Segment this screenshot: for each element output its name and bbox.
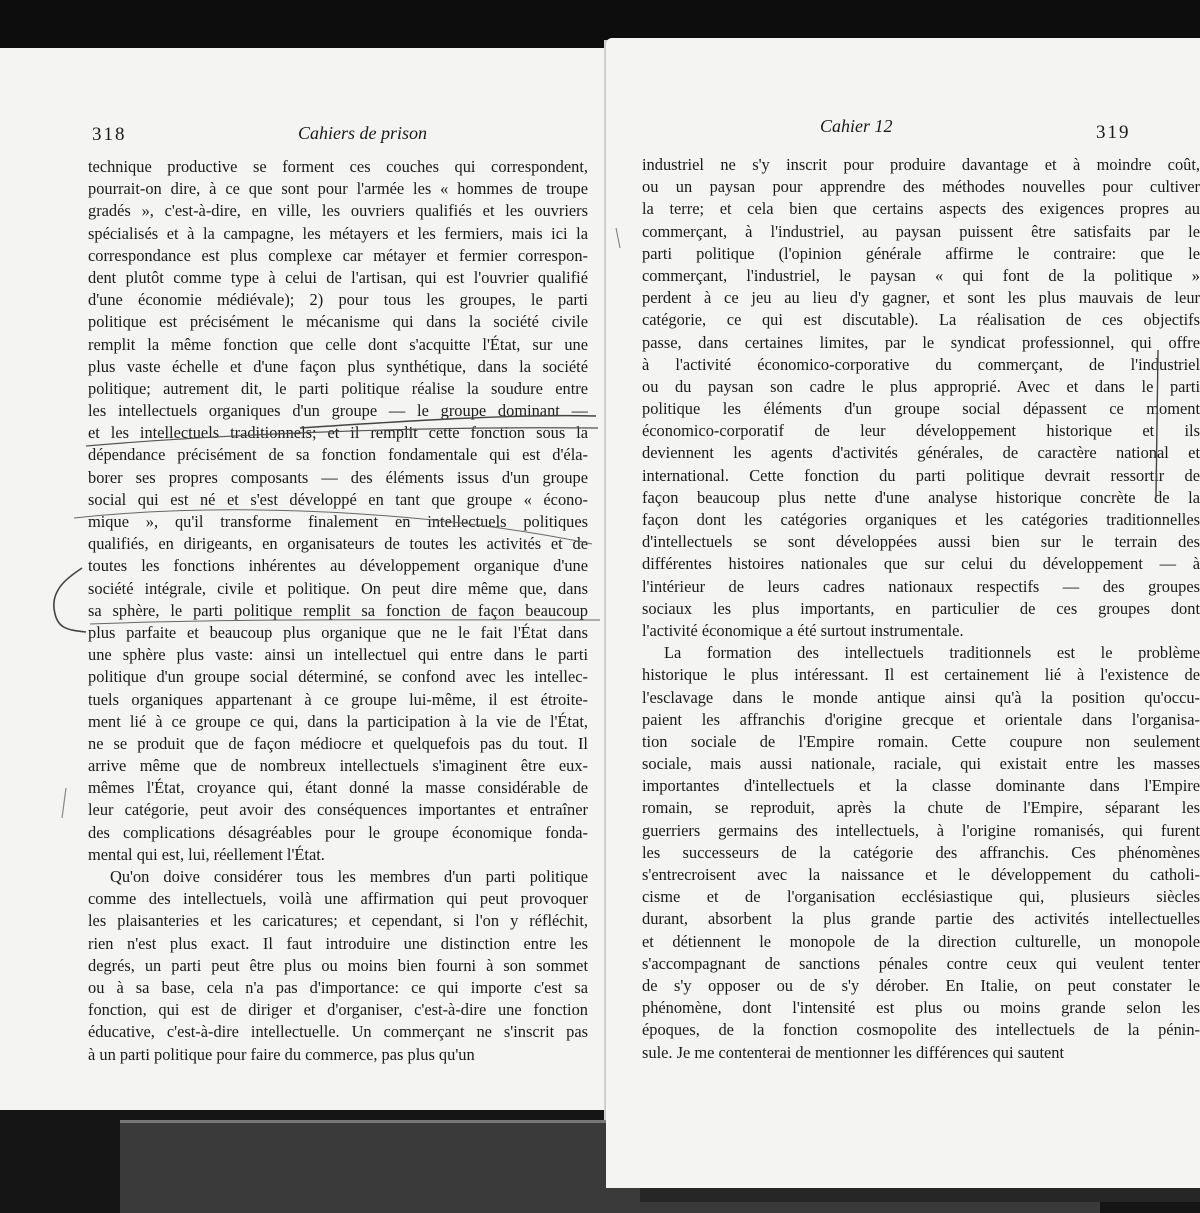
text-line: politique est précisément le mécanisme qui dans la société civile <box>88 312 588 332</box>
text-line: société intégrale, civile et politique. On peut dire même que, dans <box>88 578 588 598</box>
text-line: l'activité économique a été surtout instrumentale. <box>642 620 964 640</box>
text-line: sociale, mais aussi nationale, raciale, qui existait entre les masses <box>642 754 1200 774</box>
text-line: dent plutôt comme type à celui de l'artisan, qui est l'ouvrier qualifié <box>88 267 588 287</box>
text-line: d'une économie médiévale); 2) pour tous les groupes, le parti <box>88 290 588 310</box>
text-line: passe, dans certaines limites, par le syndicat professionnel, qui offre <box>642 332 1200 352</box>
text-line: commerçant, l'industriel, le paysan « qui font de la politique » <box>642 265 1200 285</box>
text-line: les plaisanteries et les caricatures; et cependant, si l'on y réfléchit, <box>88 911 588 931</box>
text-line: degrés, un parti peut être plus ou moins bien fourni à son sommet <box>88 955 588 975</box>
text-line: rien n'est plus exact. Il faut introduire une distinction entre les <box>88 933 588 953</box>
text-line: fonction, qui est de diriger et d'organiser, c'est-à-dire une fonction <box>88 1000 588 1020</box>
text-line: et les intellectuels traditionnels; et il remplit cette fonction sous la <box>88 423 588 443</box>
text-line: sociaux les plus importants, en particulier de ces groupes dont <box>642 598 1200 618</box>
text-line: borer ses propres composants — des éléments issus d'un groupe <box>88 467 588 487</box>
text-line: ou un paysan pour apprendre des méthodes nouvelles pour cultiver <box>642 177 1200 197</box>
text-line: mental qui est, lui, réellement l'État. <box>88 844 325 864</box>
text-line: s'entrecroisent avec la naissance et le développement du catholi- <box>642 865 1200 884</box>
text-line: une sphère plus vaste: ainsi un intellectuel qui entre dans le parti <box>88 645 588 665</box>
text-line: politique les éléments d'un groupe social dépassent ce moment <box>642 399 1200 419</box>
text-line: et détiennent le monopole de la direction culturelle, un monopole <box>642 931 1200 951</box>
margin-bracket-stroke <box>54 568 86 632</box>
text-line: plus parfaite et beaucoup plus organique que ne le fait l'État dans <box>88 622 588 642</box>
right-page-number: 319 <box>1096 122 1131 143</box>
text-line: ne se produit que de façon médiocre et quelquefois pas du tout. Il <box>88 733 588 753</box>
text-line: guerriers germains des intellectuels, à l'origine romanisés, qui furent <box>642 820 1200 840</box>
left-body-text <box>88 156 588 1066</box>
text-line: de s'y opposer ou de s'y dérober. En Italie, on peut constater le <box>642 975 1200 995</box>
left-page <box>0 48 612 1110</box>
text-line: plus vaste échelle et d'une façon plus synthétique, dans la société <box>88 356 588 376</box>
text-line: correspondance est plus complexe car métayer et fermier correspon- <box>88 245 588 265</box>
text-line: phénomène, dont l'intensité est plus ou moins grande selon les <box>642 998 1200 1018</box>
text-line: ment lié à ce groupe ce qui, dans la participation à la vie de l'État, <box>88 711 588 731</box>
text-line: paient les affranchis d'origine grecque et orientale dans l'organisa- <box>642 709 1200 729</box>
text-line: s'accompagnant de sanctions pénales contre ceux qui veulent tenter <box>642 953 1200 973</box>
right-body-text <box>642 154 1200 1064</box>
text-line: cisme et de l'organisation ecclésiastique qui, plusieurs siècles <box>642 887 1200 907</box>
text-line: façon dont les catégories organiques et les catégories traditionnelles <box>642 510 1200 529</box>
text-line: tuels organiques appartenant à ce groupe lui-même, il est étroite- <box>88 689 588 709</box>
text-line: La formation des intellectuels traditionnels est le problème <box>664 643 1200 663</box>
text-line: deviennent les agents d'activités générales, de caractère national et <box>642 443 1200 463</box>
text-line: arrive même que de nombreux intellectuels s'imaginent être eux- <box>88 756 588 776</box>
right-page <box>606 38 1200 1188</box>
right-running-title: Cahier 12 <box>820 116 893 136</box>
text-line: comme des intellectuels, voilà une affirmation qui peut provoquer <box>88 889 588 909</box>
text-line: à un parti politique pour faire du commerce, pas plus qu'un <box>88 1044 475 1064</box>
text-line: international. Cette fonction du parti politique devrait ressortir de <box>642 465 1200 485</box>
text-line: pourrait-on dire, à ce que sont pour l'armée les « hommes de troupe <box>88 179 588 199</box>
margin-tick-stroke <box>62 788 66 818</box>
text-line: technique productive se forment ces couches qui correspondent, <box>88 157 588 176</box>
text-line: ou du paysan son cadre le plus approprié. Avec et dans le parti <box>642 376 1200 396</box>
text-line: tion sociale de l'Empire romain. Cette coupure non seulement <box>642 731 1200 751</box>
left-running-title: Cahiers de prison <box>298 123 428 143</box>
text-line: perdent à ce jeu au lieu d'y gagner, et sont les plus mauvais de leur <box>642 288 1200 308</box>
text-line: remplit la même fonction que celle dont s'acquitte l'État, sur une <box>88 334 588 354</box>
text-line: l'intérieur de leurs cadres nationaux respectifs — des groupes <box>642 576 1200 596</box>
text-line: mique », qu'il transforme finalement en intellectuels politiques <box>88 512 588 531</box>
text-line: sule. Je me contenterai de mentionner les différences qui sautent <box>642 1042 1065 1062</box>
text-line: durant, absorbent la plus grande partie des activités intellectuelles <box>642 909 1200 929</box>
text-line: des complications désagréables pour le groupe économique fonda- <box>88 822 588 842</box>
text-line: différentes histoires nationales que sur celui du développement — à <box>642 554 1200 574</box>
text-line: façon beaucoup plus nette d'une analyse historique concrète de la <box>642 487 1200 507</box>
text-line: politique; autrement dit, le parti politique réalise la soudure entre <box>88 378 588 398</box>
text-line: dépendance précisément de sa fonction fondamentale qui est d'éla- <box>88 445 588 465</box>
text-line: Qu'on doive considérer tous les membres d'un parti politique <box>110 867 588 886</box>
text-line: industriel ne s'y inscrit pour produire davantage et à moindre coût, <box>642 155 1200 174</box>
text-line: commerçant, à l'industriel, au paysan puissent être satisfaits par le <box>642 221 1200 241</box>
text-line: sa sphère, le parti politique remplit sa fonction de façon beaucoup <box>88 600 588 620</box>
text-line: parti politique (l'opinion générale affirme le contraire: que le <box>642 243 1200 263</box>
text-line: qualifiés, en dirigeants, en organisateurs de toutes les activités et de <box>88 534 588 554</box>
text-line: économico-corporatif de leur développement historique et ils <box>642 421 1200 441</box>
text-line: importantes d'intellectuels et la classe dominante dans l'Empire <box>642 776 1200 796</box>
text-line: social qui est né et s'est développé en tant que groupe « écono- <box>88 489 588 509</box>
left-page-number: 318 <box>92 124 127 145</box>
text-line: mêmes l'État, croyance qui, étant donné la masse considérable de <box>88 778 588 798</box>
text-line: époques, de la fonction cosmopolite des intellectuels de la pénin- <box>642 1020 1200 1040</box>
text-line: spécialisés et à la campagne, les métayers et les fermiers, mais ici la <box>88 223 588 243</box>
text-line: les intellectuels organiques d'un groupe — le groupe dominant — <box>88 401 588 421</box>
text-line: romain, se reproduit, après la chute de l'Empire, séparant les <box>642 798 1200 818</box>
text-line: catégorie, ce qui est discutable). La réalisation de ces objectifs <box>642 310 1200 330</box>
text-line: à l'activité économico-corporative du commerçant, de l'industriel <box>642 354 1200 374</box>
margin-mark-stroke <box>616 228 620 248</box>
text-line: éducative, c'est-à-dire intellectuelle. Un commerçant ne s'inscrit pas <box>88 1022 588 1042</box>
text-line: historique le plus intéressant. Il est certainement lié à l'existence de <box>642 665 1200 685</box>
text-line: gradés », c'est-à-dire, en ville, les ouvriers qualifiés et les ouvriers <box>88 201 588 221</box>
text-line: d'intellectuels se sont développées aussi bien sur le terrain des <box>642 532 1200 552</box>
text-line: toutes les fonctions inhérentes au développement organique d'une <box>88 556 588 576</box>
text-line: leur catégorie, peut avoir des conséquences importantes et entraîner <box>88 800 588 820</box>
text-line: la terre; et cela bien que certains aspects des exigences propres au <box>642 199 1200 219</box>
text-line: ou à sa base, cela n'a pas d'importance: ce qui importe c'est sa <box>88 977 588 997</box>
text-line: l'esclavage dans le monde antique ainsi qu'à la position qu'occu- <box>642 687 1200 707</box>
text-line: les successeurs de la catégorie des affranchis. Ces phénomènes <box>642 842 1200 862</box>
text-line: politique d'un groupe social déterminé, se confond avec les intellec- <box>88 667 588 687</box>
